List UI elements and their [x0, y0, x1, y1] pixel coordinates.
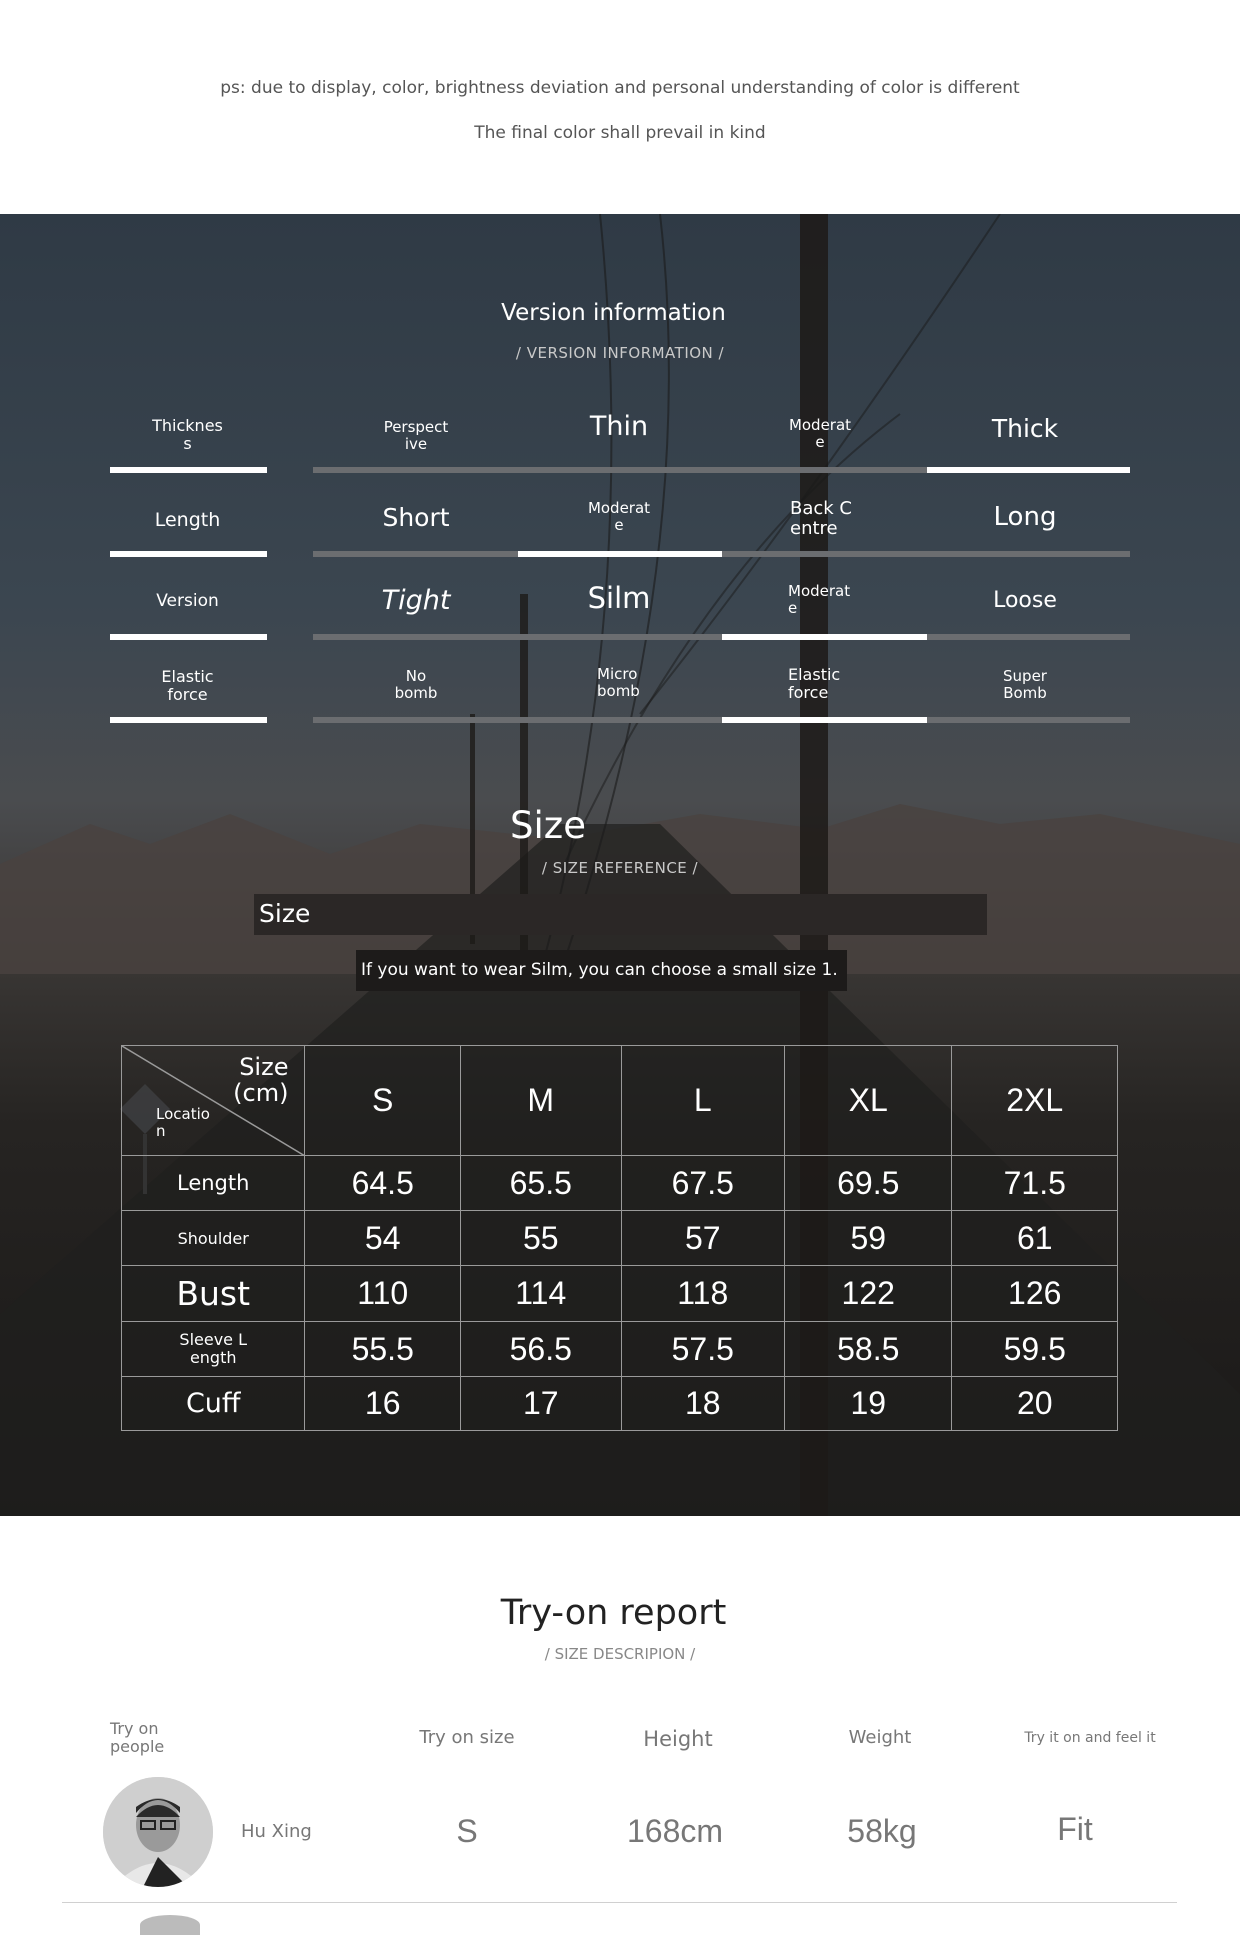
tryon-header-people: Try on people [110, 1719, 165, 1756]
table-row [122, 1266, 1118, 1322]
version-info-subtitle: / VERSION INFORMATION / [515, 344, 725, 362]
row-header: Cuff [122, 1377, 305, 1431]
next-avatar-partial [140, 1915, 200, 1935]
color-notice-line-1: ps: due to display, color, brightness deviation and personal understanding of color is different [220, 78, 1020, 98]
tryon-header-height: Height [643, 1727, 713, 1751]
table-cell: 55.5 [305, 1322, 461, 1377]
table-cell: 118 [621, 1266, 785, 1322]
tryon-title: Try-on report [500, 1593, 727, 1633]
option-label: Perspect ive [383, 418, 449, 453]
row-label: Version [156, 591, 219, 611]
row-label: Elastic force [161, 667, 214, 704]
size-col-header: L [621, 1046, 785, 1156]
scale-selected-segment [927, 467, 1130, 473]
corner-cell [122, 1046, 305, 1156]
table-cell: 19 [785, 1377, 952, 1431]
size-chart-table [121, 1045, 1118, 1431]
table-header-row [122, 1046, 1118, 1156]
table-cell: 114 [460, 1266, 621, 1322]
tryon-header-feel: Try it on and feel it [1024, 1730, 1156, 1746]
scale-track [313, 467, 927, 473]
table-cell: 126 [952, 1266, 1118, 1322]
row-header: Bust [122, 1266, 305, 1322]
table-cell: 61 [952, 1211, 1118, 1266]
row-label-underline [110, 634, 267, 640]
size-banner [254, 894, 987, 935]
option-label: Long [993, 502, 1057, 532]
row-label: Thicknes s [152, 416, 223, 453]
table-row [122, 1156, 1118, 1211]
option-label: Moderat e [587, 499, 651, 534]
version-info-title: Version information [501, 300, 726, 326]
row-label-underline [110, 467, 267, 473]
table-cell: 122 [785, 1266, 952, 1322]
size-banner-label: Size [259, 899, 311, 928]
row-label: Length [154, 509, 221, 531]
option-label: Moderat e [788, 582, 851, 617]
table-cell: 20 [952, 1377, 1118, 1431]
table-cell: 55 [460, 1211, 621, 1266]
table-cell: 59 [785, 1211, 952, 1266]
table-row [122, 1211, 1118, 1266]
option-label: No bomb [394, 667, 438, 702]
size-section-title: Size [510, 804, 586, 847]
row-label-underline [110, 717, 267, 723]
option-label: Moderat e [788, 416, 852, 451]
size-col-header: S [305, 1046, 461, 1156]
color-notice-line-2: The final color shall prevail in kind [474, 123, 766, 143]
row-header: Sleeve L ength [122, 1322, 305, 1377]
table-cell: 57 [621, 1211, 785, 1266]
size-tip-box [356, 950, 847, 991]
table-row [122, 1377, 1118, 1431]
option-label: Silm [587, 581, 651, 615]
avatar [103, 1777, 213, 1887]
option-label: Loose [993, 588, 1057, 613]
option-label: Thick [991, 414, 1059, 443]
person-photo [103, 1777, 213, 1887]
tryon-person-size: S [456, 1813, 478, 1849]
table-cell: 58.5 [785, 1322, 952, 1377]
table-cell: 67.5 [621, 1156, 785, 1211]
option-label: Back C entre [790, 498, 852, 539]
tryon-subtitle: / SIZE DESCRIPION / [544, 1645, 696, 1663]
size-col-header: M [460, 1046, 621, 1156]
table-cell: 65.5 [460, 1156, 621, 1211]
tryon-header-size: Try on size [419, 1727, 515, 1748]
corner-location: Locatio n [156, 1105, 210, 1140]
size-col-header: 2XL [952, 1046, 1118, 1156]
size-tip-text: If you want to wear Silm, you can choose a small size 1. [361, 960, 838, 980]
table-cell: 56.5 [460, 1322, 621, 1377]
row-label-underline [110, 551, 267, 557]
row-divider [62, 1902, 1177, 1903]
tryon-header-weight: Weight [848, 1727, 912, 1748]
table-cell: 71.5 [952, 1156, 1118, 1211]
tryon-person-height: 168cm [626, 1813, 724, 1849]
table-cell: 18 [621, 1377, 785, 1431]
tryon-person-name: Hu Xing [241, 1821, 312, 1842]
option-label: Micro bomb [597, 665, 640, 700]
table-cell: 64.5 [305, 1156, 461, 1211]
table-cell: 17 [460, 1377, 621, 1431]
option-label: Tight [381, 585, 451, 616]
table-cell: 57.5 [621, 1322, 785, 1377]
table-cell: 110 [305, 1266, 461, 1322]
row-header: Shoulder [122, 1211, 305, 1266]
size-section-subtitle: / SIZE REFERENCE / [541, 859, 699, 877]
option-label: Super Bomb [1003, 667, 1047, 702]
table-cell: 59.5 [952, 1322, 1118, 1377]
option-label: Thin [589, 411, 649, 442]
option-label: Elastic force [788, 665, 841, 702]
table-row [122, 1322, 1118, 1377]
corner-size-unit: Size (cm) [233, 1053, 289, 1108]
option-label: Short [382, 503, 450, 532]
row-header: Length [122, 1156, 305, 1211]
tryon-person-weight: 58kg [847, 1813, 917, 1849]
scale-selected-segment [722, 634, 927, 640]
tryon-person-feel: Fit [1057, 1811, 1093, 1847]
table-cell: 16 [305, 1377, 461, 1431]
scale-selected-segment [518, 551, 722, 557]
table-cell: 69.5 [785, 1156, 952, 1211]
size-col-header: XL [785, 1046, 952, 1156]
scale-selected-segment [722, 717, 927, 723]
table-cell: 54 [305, 1211, 461, 1266]
